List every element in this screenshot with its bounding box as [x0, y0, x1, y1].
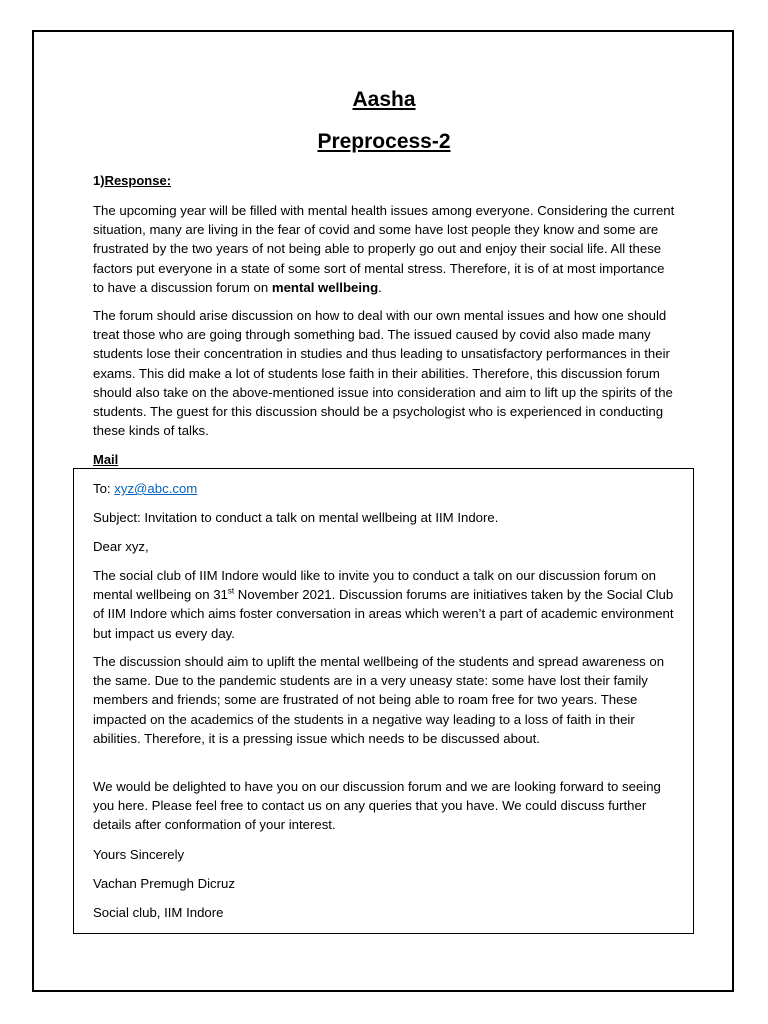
- mail-sender-name: Vachan Premugh Dicruz: [93, 876, 235, 891]
- document-subtitle: Preprocess-2: [317, 130, 451, 153]
- mail-sender-org: Social club, IIM Indore: [93, 905, 224, 920]
- response-number: 1): [93, 173, 105, 188]
- mail-body-1-sup: st: [227, 586, 235, 596]
- document-title: Aasha: [352, 88, 416, 111]
- paragraph-1-end: .: [378, 279, 382, 295]
- response-heading: [93, 173, 171, 188]
- paragraph-2: The forum should arise discussion on how to deal with our own mental issues and how one should treat those who are going through something bad. The issued caused by covid also made many students lose their concentration in studies and thus leading to unsatisfactory performances in their exams. This did make a lot of students lose faith in their abilities. Therefore, this discussion forum should also take on the above-mentioned issue into consideration and aim to lift up the spirits of the students. The guest for this discussion should be a psychologist who is experienced in conducting these kinds of talks.: [93, 308, 673, 439]
- mail-to-label: To:: [93, 481, 115, 496]
- mail-body-2: The discussion should aim to uplift the mental wellbeing of the students and spread awareness on the same. Due to the pandemic students are in a very uneasy state: some have lost their family members and friends; some are frustrated of not being able to roam free for two years. These impacted on the academics of the students in a negative way leading to a loss of faith in their abilities. Therefore, it is a pressing issue which needs to be discussed about.: [93, 654, 665, 746]
- paragraph-1-text: The upcoming year will be filled with mental health issues among everyone. Considering the current situation, many are living in the fear of covid and some have lost people they know and some are frustrated by the two years of not being able to properly go out and enjoy their social life. All these factors put everyone in a state of some sort of mental stress. Therefore, it is of at most importance to have a discussion forum on: [93, 203, 675, 295]
- mail-to: [93, 479, 678, 498]
- mail-to-address-link[interactable]: xyz@abc.com: [114, 481, 198, 496]
- response-label: Response:: [104, 173, 172, 188]
- mail-body-1-end: November 2021. Discussion forums are initiatives taken by the Social Club of IIM Indore which aims foster conversation in areas which weren’t a part of academic environment but impact us every day.: [93, 587, 674, 641]
- paragraph-1-bold: mental wellbeing: [271, 279, 379, 295]
- mail-greeting: Dear xyz,: [93, 539, 149, 554]
- mail-closing: Yours Sincerely: [93, 847, 185, 862]
- mail-heading: Mail: [93, 452, 119, 467]
- mail-body-3: We would be delighted to have you on our discussion forum and we are looking forward to seeing you here. Please feel free to contact us on any queries that you have. We could discuss further details after conformation of your interest.: [93, 779, 661, 833]
- paragraph-1: [93, 201, 678, 297]
- mail-subject: Subject: Invitation to conduct a talk on mental wellbeing at IIM Indore.: [93, 510, 499, 525]
- mail-body-1-start: The social club of IIM Indore would like to invite you to conduct a talk on our discussion forum on mental wellbeing on 31: [93, 568, 656, 603]
- mail-body-1: [93, 566, 678, 643]
